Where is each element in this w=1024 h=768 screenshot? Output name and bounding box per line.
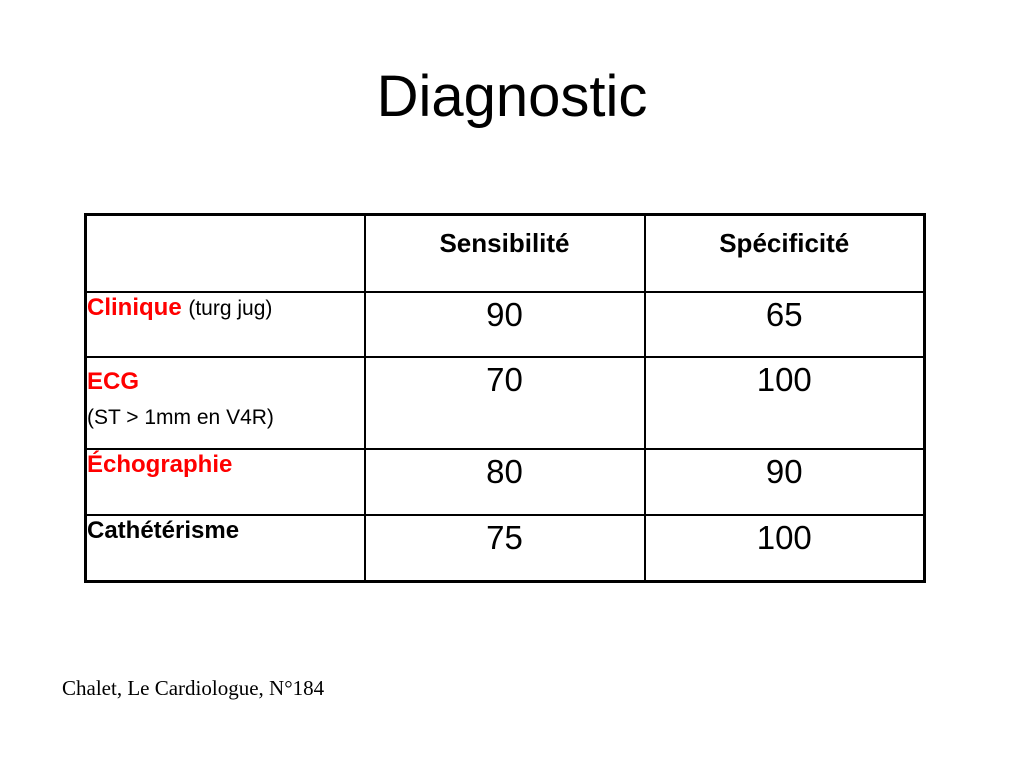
cell-specificite: 65	[645, 292, 925, 357]
source-citation: Chalet, Le Cardiologue, N°184	[62, 676, 325, 700]
row-label-text: Clinique	[87, 294, 182, 321]
cell-sensibilite: 80	[365, 449, 645, 515]
cell-sensibilite: 75	[365, 515, 645, 582]
row-label-clinique	[86, 292, 365, 357]
table-row	[86, 449, 925, 515]
slide-title: Diagnostic	[376, 64, 648, 129]
cell-specificite: 100	[645, 515, 925, 582]
table-row	[86, 357, 925, 449]
row-sublabel-text: (turg jug)	[188, 297, 273, 320]
row-label-text: Cathétérisme	[87, 517, 240, 544]
row-label-catheterisme	[86, 515, 365, 582]
diagnostic-table	[84, 213, 926, 583]
table-row	[86, 292, 925, 357]
header-sensibilite: Sensibilité	[365, 215, 645, 293]
header-empty-cell	[86, 215, 365, 293]
header-specificite: Spécificité	[645, 215, 925, 293]
cell-sensibilite: 70	[365, 357, 645, 449]
cell-specificite: 100	[645, 357, 925, 449]
cell-specificite: 90	[645, 449, 925, 515]
row-label-ecg	[86, 357, 365, 449]
table-row	[86, 515, 925, 582]
row-label-text: ECG	[87, 368, 140, 395]
row-sublabel-text: (ST > 1mm en V4R)	[87, 406, 274, 429]
row-label-echographie	[86, 449, 365, 515]
cell-sensibilite: 90	[365, 292, 645, 357]
row-label-text: Échographie	[87, 451, 233, 478]
table-header-row	[86, 215, 925, 293]
